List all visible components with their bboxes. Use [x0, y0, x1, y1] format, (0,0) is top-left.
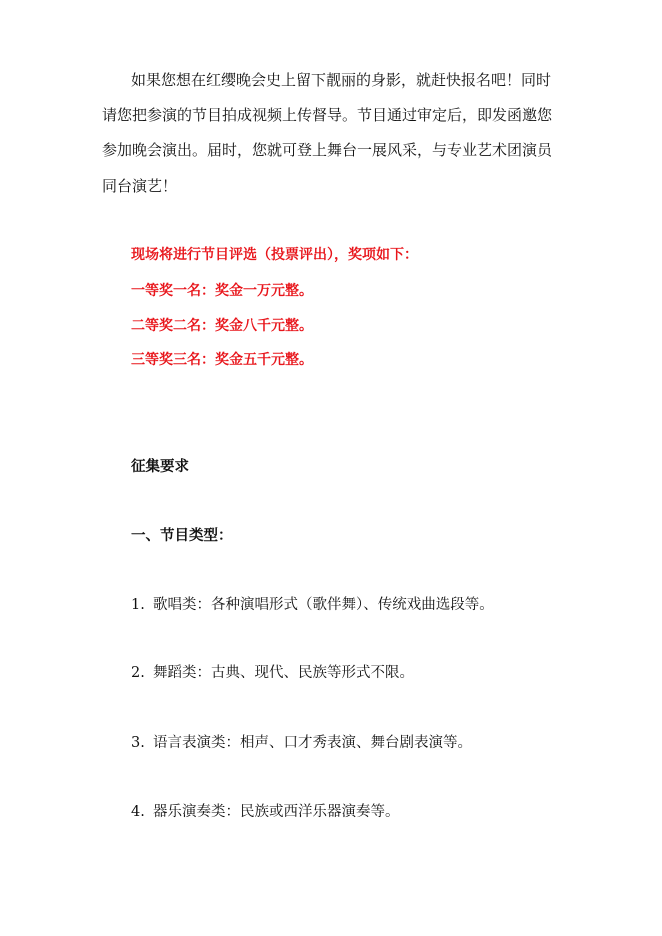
list-item-number: 3.	[131, 735, 145, 751]
list-item	[131, 661, 414, 682]
list-item-number: 4.	[131, 804, 145, 820]
intro-line-4: 同台演艺！	[102, 177, 178, 195]
prize-third: 三等奖三名：奖金五千元整。	[131, 352, 313, 368]
prize-first: 一等奖一名：奖金一万元整。	[131, 283, 313, 299]
list-item	[131, 731, 472, 752]
list-item	[131, 800, 400, 821]
prize-intro: 现场将进行节目评选（投票评出），奖项如下：	[131, 247, 418, 263]
prize-second: 二等奖二名：奖金八千元整。	[131, 318, 313, 334]
intro-line-2: 请您把参演的节目拍成视频上传督导。节目通过审定后，即发函邀您	[102, 106, 553, 124]
requirements-title: 征集要求	[131, 458, 189, 475]
list-item-text: 歌唱类：各种演唱形式（歌伴舞）、传统戏曲选段等。	[153, 597, 494, 613]
list-item-text: 舞蹈类：古典、现代、民族等形式不限。	[153, 665, 414, 681]
list-item-text: 器乐演奏类：民族或西洋乐器演奏等。	[153, 804, 400, 820]
list-item	[131, 593, 494, 614]
intro-line-3: 参加晚会演出。届时，您就可登上舞台一展风采，与专业艺术团演员	[102, 141, 553, 159]
list-item-number: 2.	[131, 665, 145, 681]
intro-line-1: 如果您想在红缨晚会史上留下靓丽的身影，就赶快报名吧！同时	[131, 71, 552, 89]
section-one-heading: 一、节目类型：	[131, 527, 233, 544]
list-item-text: 语言表演类：相声、口才秀表演、舞台剧表演等。	[153, 735, 472, 751]
list-item-number: 1.	[131, 597, 145, 613]
